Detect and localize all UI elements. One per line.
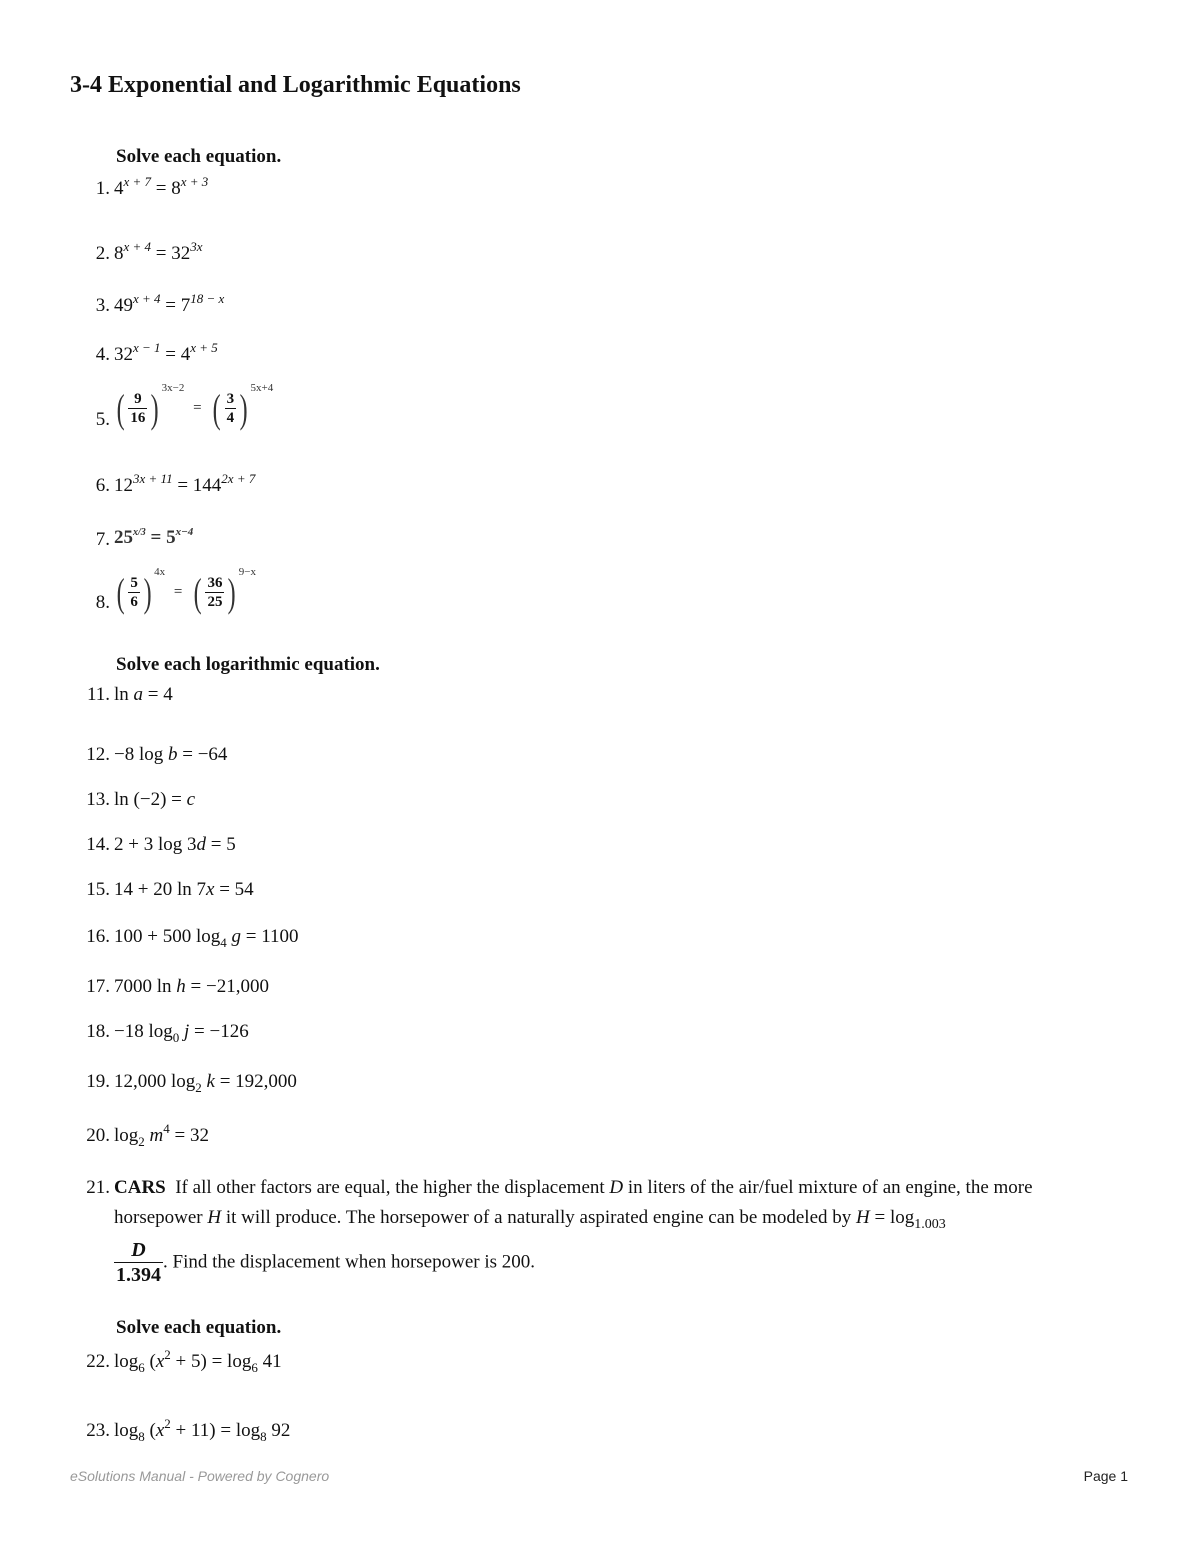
equation-6: $12^{3x + 11} = 144^{2x + 7}$ xyxy=(114,471,256,496)
equation-2: $8^{x + 4} = 32^{3x}$ xyxy=(114,239,203,264)
equation-22: $\log_6 (x^2 + 5) = \log_6 41$ xyxy=(114,1347,282,1375)
problem-text: . Find the displacement when horsepower is 200. xyxy=(163,1251,536,1273)
problem-number: 2. xyxy=(95,243,110,264)
equation-8: ( $\frac{5}{6}$ ) $^{4x}$ = ( $\frac{36}{25}$ ) $^{9-x}$ xyxy=(116,566,256,615)
problem-number: 11. xyxy=(86,684,110,705)
equation-12: −8 log b = −64 xyxy=(114,744,228,765)
equation-20: $\log_2 m^4 = 32$ xyxy=(114,1121,209,1149)
log-base: 1.003 xyxy=(914,1217,946,1232)
problem-number: 7. xyxy=(95,529,110,550)
problem-number: 12. xyxy=(86,744,110,765)
problem-text: it will produce. The horsepower of a naturally aspirated engine can be modeled by xyxy=(225,1207,852,1228)
equation-13: ln (−2) = c xyxy=(114,789,196,810)
problem-number: 1. xyxy=(95,178,110,199)
fraction-numerator: D xyxy=(131,1239,146,1261)
problem-number: 15. xyxy=(86,879,110,900)
problem-number: 16. xyxy=(86,926,110,947)
problem-number: 5. xyxy=(95,409,110,430)
problem-number: 3. xyxy=(95,295,110,316)
equation-5: ( $\frac{9}{16}$ ) $^{3x-2}$ = ( $\frac{3}{4}$ ) $^{5x+4}$ xyxy=(116,382,274,431)
problem-number: 13. xyxy=(86,789,110,810)
model-fraction-line xyxy=(114,1238,535,1287)
problem-label: CARS xyxy=(114,1177,166,1198)
page-number: Page 1 xyxy=(1083,1468,1128,1484)
equation-4: $32^{x - 1} = 4^{x + 5}$ xyxy=(114,340,218,365)
equation-1: $4^{x + 7} = 8^{x + 3}$ xyxy=(114,174,209,199)
footer-credit: eSolutions Manual - Powered by Cognero xyxy=(70,1468,330,1484)
equation-14: 2 + 3 log 3d = 5 xyxy=(114,834,236,855)
equation-23: $\log_8 (x^2 + 11) = \log_8 92$ xyxy=(114,1416,291,1444)
equation-17: 7000 ln h = −21,000 xyxy=(114,976,269,997)
problem-text: If all other factors are equal, the higher the displacement xyxy=(175,1177,605,1198)
problem-number: 20. xyxy=(86,1125,110,1146)
problem-number: 17. xyxy=(86,976,110,997)
problem-number: 18. xyxy=(86,1021,110,1042)
section-heading: Solve each logarithmic equation. xyxy=(116,654,380,675)
equation-18: −18 $\log_0 j = -126$ xyxy=(114,1021,249,1045)
problem-number: 14. xyxy=(86,834,110,855)
equation-11: ln a = 4 xyxy=(114,684,173,705)
variable-d: D xyxy=(609,1177,624,1198)
equation-16: 100 + 500 $\log_4 g = 1100$ xyxy=(114,926,299,950)
problem-number: 23. xyxy=(86,1420,110,1441)
section-heading: Solve each equation. xyxy=(116,146,282,167)
problem-number: 22. xyxy=(86,1351,110,1372)
equation-7: $25^{x/3} = 5^{x-4}$ xyxy=(114,526,194,548)
section-heading: Solve each equation. xyxy=(116,1317,282,1338)
word-problem-21: CARS If all other factors are equal, the higher the displacement D in liters of the air/fuel mixture of an engine, the more horsepower H it will produce. The horsepower of a naturally aspirated engine can be modeled by $H = \log_{1.003}$ xyxy=(114,1177,1033,1232)
problem-number: 4. xyxy=(95,344,110,365)
variable-h: H xyxy=(207,1207,222,1228)
problem-number: 21. xyxy=(86,1177,110,1198)
fraction-denominator: 1.394 xyxy=(116,1264,161,1286)
equation-15: 14 + 20 ln 7x = 54 xyxy=(114,879,254,900)
model-variable: H xyxy=(856,1207,870,1228)
problem-number: 19. xyxy=(86,1071,110,1092)
problem-number: 8. xyxy=(95,592,110,613)
page-title: 3-4 Exponential and Logarithmic Equations xyxy=(70,72,521,98)
equation-3: $49^{x + 4} = 7^{18 - x}$ xyxy=(114,291,225,316)
problem-text: in liters of the air/fuel mixture of an engine, the more horsepower xyxy=(114,1177,1033,1228)
equation-19: 12,000 $\log_2 k = 192,000$ xyxy=(114,1071,297,1095)
problem-number: 6. xyxy=(95,475,110,496)
log-text: log xyxy=(889,1207,915,1228)
